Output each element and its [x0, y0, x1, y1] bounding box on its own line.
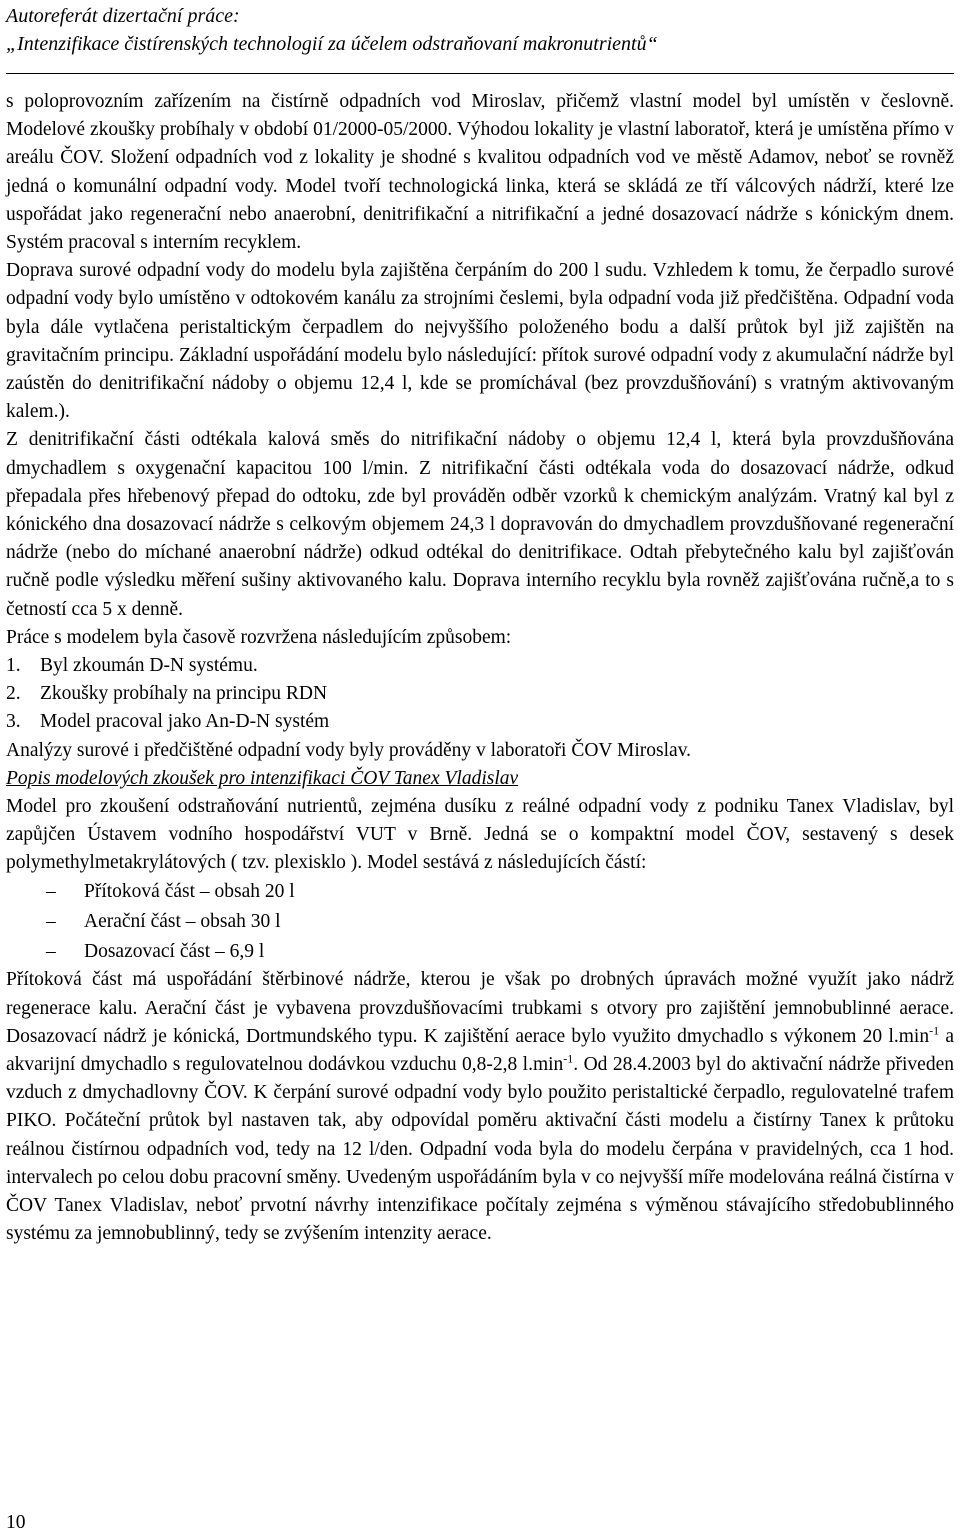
header-divider: [6, 73, 954, 74]
paragraph: Model pro zkoušení odstraňování nutrientů, zejména dusíku z reálné odpadní vody z podniku Tanex Vladislav, byl zapůjčen Ústavem vodního hospodářství VUT v Brně. Jedná se o kompaktní model ČOV, sestavený s desek polymethylmetakrylátových ( tzv. plexisklo ). Model sestává z následujících částí:: [6, 796, 954, 874]
header-line-2: „Intenzifikace čistírenských technologií za účelem odstraňovaní makronutrientů“: [6, 33, 658, 55]
section-title: Popis modelových zkoušek pro intenzifikaci ČOV Tanex Vladislav: [6, 767, 519, 789]
paragraph: s poloprovozním zařízením na čistírně odpadních vod Miroslav, přičemž vlastní model byl umístěn v česlovně. Modelové zkoušky probíhaly v období 01/2000-05/2000. Výhodou lokality je vlastní laboratoř, která je umístěna přímo v areálu ČOV. Složení odpadních vod z lokality je shodné s kvalitou odpadních vod ve městě Adamov, neboť se rovněž jedná o komunální odpadní vody. Model tvoří technologická linka, která se skládá ze tří válcových nádrží, které lze uspořádat jako regenerační nebo anaerobní, denitrifikační a nitrifikační a jedné dosazovací nádrže s kónickým dnem. Systém pracoval s interním recyklem.: [6, 91, 954, 254]
list-item: – Dosazovací část – 6,9 l: [46, 940, 265, 962]
paragraph: Doprava surové odpadní vody do modelu byla zajištěna čerpáním do 200 l sudu. Vzhledem k tomu, že čerpadlo surové odpadní vody bylo umístěno v odtokovém kanálu za strojními česlemi, byla odpadní voda již předčištěna. Odpadní voda byla dále vytlačena peristaltickým čerpadlem do nejvyššího položeného bodu a další průtok byl již zajištěn na gravitačním principu. Základní uspořádání modelu bylo následující: přítok surové odpadní vody z akumulační nádrže byl zaústěn do denitrifikační nádoby o objemu 12,4 l, kde se promíchával (bez provzdušňování) s vratným aktivovaným kalem.).: [6, 260, 954, 423]
list-item: – Přítoková část – obsah 20 l: [46, 881, 295, 903]
list-item: 3. Model pracoval jako An-D-N systém: [6, 711, 330, 733]
list-item: 1. Byl zkoumán D-N systému.: [6, 655, 258, 677]
paragraph: Z denitrifikační části odtékala kalová směs do nitrifikační nádoby o objemu 12,4 l, která byla provzdušňována dmychadlem s oxygenační kapacitou 100 l/min. Z nitrifikační části odtékala voda do dosazovací nádrže, odkud přepadala přes hřebenový přepad do odtoku, zde byl prováděn odběr vzorků k chemickým analýzám. Vratný kal byl z kónického dna dosazovací nádrže s celkovým objemem 24,3 l dopravován do dmychadlem provzdušňované regenerační nádrže (nebo do míchané anaerobní nádrže) odkud odtékal do denitrifikace. Odtah přebytečného kalu byl zajišťován ručně podle výsledku měření sušiny aktivovaného kalu. Doprava interního recyklu byla rovněž zajišťována ručně,a to s četností cca 5 x denně.: [6, 429, 954, 620]
paragraph: Analýzy surové i předčištěné odpadní vody byly prováděny v laboratoři ČOV Miroslav.: [6, 739, 692, 761]
paragraph: Přítoková část má uspořádání štěrbinové nádrže, kterou je však po drobných úpravách možné využít jako nádrž regenerace kalu. Aerační část je vybavena provzdušňovacími trubkami s otvory pro zajištění jemnobublinné aerace. Dosazovací nádrž je kónická, Dortmundského typu. K zajištění aerace bylo využito dmychadlo s výkonem 20 $l.\min^{-1}$ a akvarijní dmychadlo s regulovatelnou dodávkou vzduchu 0,8-2,8 $l.\min^{-1}$. Od 28.4.2003 byl do aktivační nádrže přiveden vzduch z dmychadlovny ČOV. K čerpání surové odpadní vody bylo použito peristaltické čerpadlo, regulovatelné trafem PIKO. Počáteční průtok byl nastaven tak, aby odpovídal poměru aktivační části modelu a čistírny Tanex k průtoku reálnou čistírnou odpadních vod, tedy na 12 l/den. Odpadní voda byla do modelu čerpána v pravidelných, cca 1 hod. intervalech po celou dobu pracovní směny. Uvedeným uspořádáním byla v co nejvyšší míře modelována reálná čistírna v ČOV Tanex Vladislav, neboť prvotní návrhy intenzifikace počítaly zejména s výměnou stávajícího středobublinného systému za jemnobublinný, tedy se zvýšením intenzity aerace.: [6, 969, 955, 1245]
page-number: 10: [6, 1512, 26, 1533]
dash-list: [6, 878, 954, 967]
paragraph: Práce s modelem byla časově rozvržena následujícím způsobem:: [6, 626, 512, 648]
list-item: – Aerační část – obsah 30 l: [46, 910, 281, 932]
numbered-list: [6, 652, 954, 737]
header-line-1: Autoreferát dizertační práce:: [6, 5, 240, 27]
running-header: [6, 2, 658, 58]
list-item: 2. Zkoušky probíhaly na principu RDN: [6, 683, 328, 705]
document-body: [6, 88, 954, 1249]
